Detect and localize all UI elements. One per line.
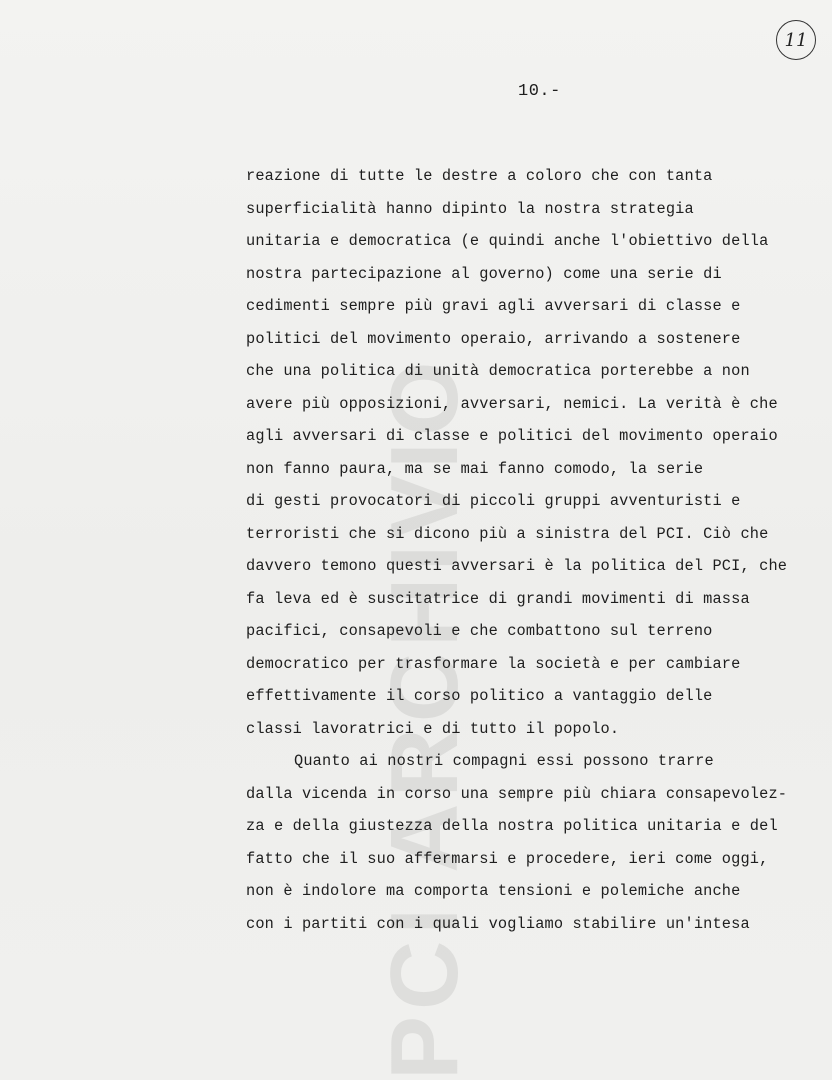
text-line: superficialità hanno dipinto la nostra strategia [246, 199, 694, 218]
watermark-text: PCI ARCHIVIO [371, 355, 478, 1080]
handwritten-page-mark-text: 11 [784, 29, 808, 51]
text-line: reazione di tutte le destre a coloro che con tanta [246, 167, 713, 185]
text-line: democratico per trasformare la società e per cambiare [246, 654, 741, 673]
text-line: pacifici, consapevoli e che combattono sul terreno [246, 622, 713, 640]
text-line: davvero temono questi avversari è la politica del PCI, che [246, 557, 788, 575]
text-line: unitaria e democratica (e quindi anche l'obiettivo della [246, 232, 769, 250]
text-line: non è indolore ma comporta tensioni e polemiche anche [246, 882, 741, 900]
text-line: con i partiti con i quali vogliamo stabilire un'intesa [246, 914, 750, 933]
text-line: fa leva ed è suscitatrice di grandi movimenti di massa [246, 589, 750, 608]
text-line: Quanto ai nostri compagni essi possono trarre [294, 752, 714, 770]
text-line: cedimenti sempre più gravi agli avversari di classe e [246, 297, 741, 315]
text-line: fatto che il suo affermarsi e procedere, ieri come oggi, [246, 849, 769, 868]
text-line: di gesti provocatori di piccoli gruppi avventuristi e [246, 492, 741, 510]
text-line: avere più opposizioni, avversari, nemici. La verità è che [246, 394, 778, 413]
text-line: non fanno paura, ma se mai fanno comodo, la serie [246, 459, 704, 478]
handwritten-page-mark [776, 20, 816, 60]
text-line: dalla vicenda in corso una sempre più chiara consapevolez- [246, 784, 788, 803]
text-line: politici del movimento operaio, arrivando a sostenere [246, 329, 741, 348]
text-line: nostra partecipazione al governo) come una serie di [246, 264, 722, 283]
text-line: classi lavoratrici e di tutto il popolo. [246, 719, 620, 738]
text-line: za e della giustezza della nostra politica unitaria e del [246, 817, 778, 835]
text-line: agli avversari di classe e politici del movimento operaio [246, 427, 778, 445]
typewritten-body [246, 160, 806, 940]
text-line: che una politica di unità democratica porterebbe a non [246, 362, 750, 380]
text-line: terroristi che si dicono più a sinistra del PCI. Ciò che [246, 524, 769, 543]
page-number: 10.- [518, 82, 561, 101]
text-line: effettivamente il corso politico a vantaggio delle [246, 687, 713, 705]
